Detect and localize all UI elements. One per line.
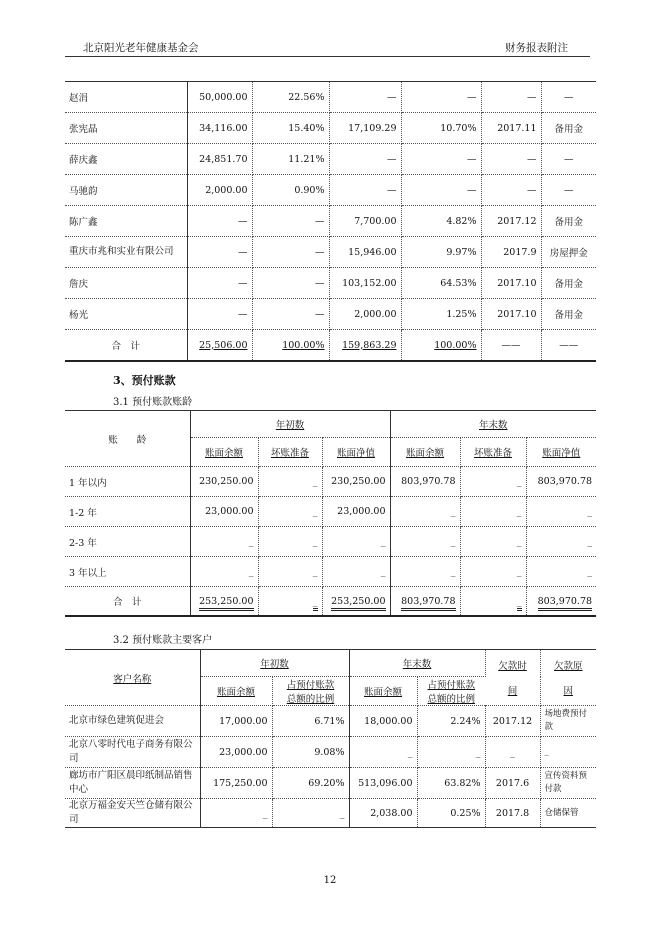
table-cell: 103,152.00: [329, 268, 401, 299]
table-row: [65, 557, 596, 587]
table-cell: 10.70%: [401, 113, 481, 144]
section-3-2-title: 3.2 预付账款主要客户: [113, 635, 213, 646]
total-cell: [65, 587, 190, 617]
total-value: 803,970.78: [538, 596, 592, 611]
table-cell: 备用金: [541, 206, 596, 237]
table-cell: _: [349, 737, 417, 768]
total-value: 100.00%: [282, 339, 325, 351]
header-begin: 年初数: [190, 411, 390, 438]
table-cell: —: [329, 144, 401, 175]
header-col: 账面余额: [190, 438, 258, 467]
total-row: [65, 587, 596, 617]
table-cell: _: [460, 527, 526, 557]
table-cell: 备用金: [541, 299, 596, 330]
table-cell: 15.40%: [252, 113, 329, 144]
table-cell: _: [322, 527, 390, 557]
table-cell: 3 年以上: [65, 557, 190, 587]
other-receivables-table: [65, 81, 596, 362]
table-cell: —: [187, 299, 252, 330]
total-cell: [390, 587, 460, 617]
total-cell: [258, 587, 322, 617]
total-cell: [190, 587, 258, 617]
table-cell: 廊坊市广阳区晨印纸制品销售中心: [65, 768, 200, 799]
table-cell: —: [187, 268, 252, 299]
table-cell: 陈广鑫: [65, 206, 187, 237]
table-cell: 2.24%: [417, 706, 485, 737]
table-cell: —: [252, 268, 329, 299]
table-cell: _: [460, 467, 526, 497]
total-value: 253,250.00: [199, 596, 253, 611]
table-cell: 34,116.00: [187, 113, 252, 144]
table-row: [65, 799, 596, 828]
table-cell: _: [258, 527, 322, 557]
header-divider: [65, 56, 590, 57]
table-cell: _: [258, 557, 322, 587]
table-cell: 1-2 年: [65, 497, 190, 527]
table-cell: —: [252, 299, 329, 330]
header-end: 年末数: [390, 411, 596, 438]
total-cell: [329, 330, 401, 362]
table-row: [65, 237, 596, 268]
total-value: _: [313, 596, 318, 611]
header-col: 坏账准备: [460, 438, 526, 467]
table-cell: 2017.12: [485, 706, 540, 737]
header-balance: 账面余额: [349, 677, 417, 706]
table-row: [65, 497, 596, 527]
table-cell: _: [272, 799, 349, 828]
table-cell: 北京市绿色建筑促进会: [65, 706, 200, 737]
total-cell: [401, 330, 481, 362]
table-row: [65, 299, 596, 330]
table-cell: 17,109.29: [329, 113, 401, 144]
header-balance: 账面余额: [200, 677, 272, 706]
table-row: [65, 82, 596, 113]
table-cell: 2,000.00: [187, 175, 252, 206]
table-cell: —: [187, 237, 252, 268]
total-row: [65, 330, 596, 362]
table-cell: —: [481, 144, 541, 175]
header-time: 欠款时 间: [485, 650, 540, 706]
table-cell: —: [252, 237, 329, 268]
table-cell: 薛庆鑫: [65, 144, 187, 175]
table-cell: 803,970.78: [526, 467, 596, 497]
table-cell: 宣传资料预付款: [540, 768, 596, 799]
table-cell: —: [329, 175, 401, 206]
table-cell: 1 年以内: [65, 467, 190, 497]
table-cell: —: [541, 175, 596, 206]
header-col: 账面余额: [390, 438, 460, 467]
table-cell: _: [200, 799, 272, 828]
table-cell: 9.08%: [272, 737, 349, 768]
table-cell: _: [417, 737, 485, 768]
table-cell: 17,000.00: [200, 706, 272, 737]
table-cell: 北京万福金安天竺仓储有限公司: [65, 799, 200, 828]
table-cell: 詹庆: [65, 268, 187, 299]
page-number: 12: [323, 875, 337, 886]
table-cell: 场地费预付款: [540, 706, 596, 737]
table-cell: —: [329, 82, 401, 113]
header-col: 坏账准备: [258, 438, 322, 467]
table-row: [65, 467, 596, 497]
table-cell: _: [190, 557, 258, 587]
header-age: 账 龄: [65, 411, 190, 467]
table-cell: _: [390, 497, 460, 527]
table-cell: 6.71%: [272, 706, 349, 737]
total-value: 100.00%: [434, 339, 477, 351]
total-value: 803,970.78: [401, 596, 455, 611]
table-row: [65, 768, 596, 799]
header-col: 账面净值: [526, 438, 596, 467]
table-cell: 2-3 年: [65, 527, 190, 557]
table-cell: 69.20%: [272, 768, 349, 799]
total-cell: [481, 330, 541, 362]
table-cell: _: [526, 557, 596, 587]
table-cell: 2017.8: [485, 799, 540, 828]
total-value: ——: [501, 339, 521, 351]
total-cell: [460, 587, 526, 617]
table-cell: 24,851.70: [187, 144, 252, 175]
table-cell: _: [460, 497, 526, 527]
table-cell: 9.97%: [401, 237, 481, 268]
table-row: [65, 113, 596, 144]
header-ratio: 占预付账款 总额的比例: [272, 677, 349, 706]
table-cell: 18,000.00: [349, 706, 417, 737]
table-row: [65, 206, 596, 237]
total-value: 253,250.00: [331, 596, 385, 611]
table-cell: _: [190, 527, 258, 557]
table-cell: 22.56%: [252, 82, 329, 113]
table-cell: 0.25%: [417, 799, 485, 828]
table-cell: _: [258, 467, 322, 497]
table-cell: _: [460, 557, 526, 587]
prepayment-aging-table: [65, 410, 596, 617]
table-cell: 2017.11: [481, 113, 541, 144]
table-cell: 备用金: [541, 268, 596, 299]
prepayment-clients-table: [65, 649, 596, 828]
total-cell: [322, 587, 390, 617]
table-row: [65, 527, 596, 557]
table-cell: 23,000.00: [322, 497, 390, 527]
section-3-1-title: 3.1 预付账款账龄: [113, 397, 193, 408]
table-cell: 63.82%: [417, 768, 485, 799]
table-cell: —: [401, 144, 481, 175]
table-cell: 2017.10: [481, 299, 541, 330]
table-cell: 备用金: [541, 113, 596, 144]
total-value: _: [517, 596, 522, 611]
table-row: [65, 737, 596, 768]
table-cell: 23,000.00: [190, 497, 258, 527]
table-cell: 2,038.00: [349, 799, 417, 828]
table-cell: —: [401, 175, 481, 206]
table-cell: 15,946.00: [329, 237, 401, 268]
header-ratio: 占预付账款 总额的比例: [417, 677, 485, 706]
total-cell: [187, 330, 252, 362]
table-cell: 4.82%: [401, 206, 481, 237]
table-cell: —: [541, 144, 596, 175]
table-cell: —: [187, 206, 252, 237]
table-cell: _: [540, 737, 596, 768]
total-value: 合 计: [111, 341, 140, 352]
table-row: [65, 268, 596, 299]
table-cell: 0.90%: [252, 175, 329, 206]
header-reason: 欠款原 因: [540, 650, 596, 706]
total-value: ——: [559, 339, 579, 351]
total-cell: [65, 330, 187, 362]
table-row: [65, 175, 596, 206]
table-cell: —: [401, 82, 481, 113]
table-cell: _: [390, 527, 460, 557]
table-cell: 50,000.00: [187, 82, 252, 113]
total-value: 159,863.29: [342, 339, 397, 351]
table-cell: 513,096.00: [349, 768, 417, 799]
table-cell: 64.53%: [401, 268, 481, 299]
header-org: 北京阳光老年健康基金会: [83, 42, 199, 54]
table-cell: 2017.9: [481, 237, 541, 268]
table-cell: 杨光: [65, 299, 187, 330]
total-cell: [541, 330, 596, 362]
table-cell: 重庆市兆和实业有限公司: [65, 237, 187, 268]
table-cell: 2017.12: [481, 206, 541, 237]
table-cell: 赵涓: [65, 82, 187, 113]
table-cell: 马驰韵: [65, 175, 187, 206]
table-cell: 仓储保管: [540, 799, 596, 828]
table-cell: —: [252, 206, 329, 237]
header-client: 客户名称: [65, 650, 200, 706]
table-cell: 北京八零时代电子商务有限公司: [65, 737, 200, 768]
table-cell: 11.21%: [252, 144, 329, 175]
table-cell: —: [541, 82, 596, 113]
table-cell: —: [481, 82, 541, 113]
header-doc-title: 财务报表附注: [505, 42, 568, 54]
table-cell: _: [258, 497, 322, 527]
total-cell: [526, 587, 596, 617]
table-cell: 803,970.78: [390, 467, 460, 497]
table-cell: _: [526, 497, 596, 527]
total-value: 25,506.00: [199, 339, 248, 351]
header-end: 年末数: [349, 650, 485, 677]
table-cell: _: [390, 557, 460, 587]
table-cell: 7,700.00: [329, 206, 401, 237]
total-value: 合 计: [112, 597, 142, 608]
table-cell: 1.25%: [401, 299, 481, 330]
table-cell: 230,250.00: [190, 467, 258, 497]
section-3-title: 3、预付账款: [113, 374, 176, 387]
table-cell: —: [481, 175, 541, 206]
header-begin: 年初数: [200, 650, 349, 677]
table-cell: 23,000.00: [200, 737, 272, 768]
table-cell: 175,250.00: [200, 768, 272, 799]
table-row: [65, 706, 596, 737]
table-row: [65, 144, 596, 175]
table-cell: 房屋押金: [541, 237, 596, 268]
table-cell: _: [485, 737, 540, 768]
table-cell: _: [322, 557, 390, 587]
table-cell: 张宪晶: [65, 113, 187, 144]
total-cell: [252, 330, 329, 362]
table-cell: 2017.10: [481, 268, 541, 299]
header-col: 账面净值: [322, 438, 390, 467]
table-cell: 2017.6: [485, 768, 540, 799]
table-cell: 230,250.00: [322, 467, 390, 497]
table-cell: _: [526, 527, 596, 557]
table-cell: 2,000.00: [329, 299, 401, 330]
